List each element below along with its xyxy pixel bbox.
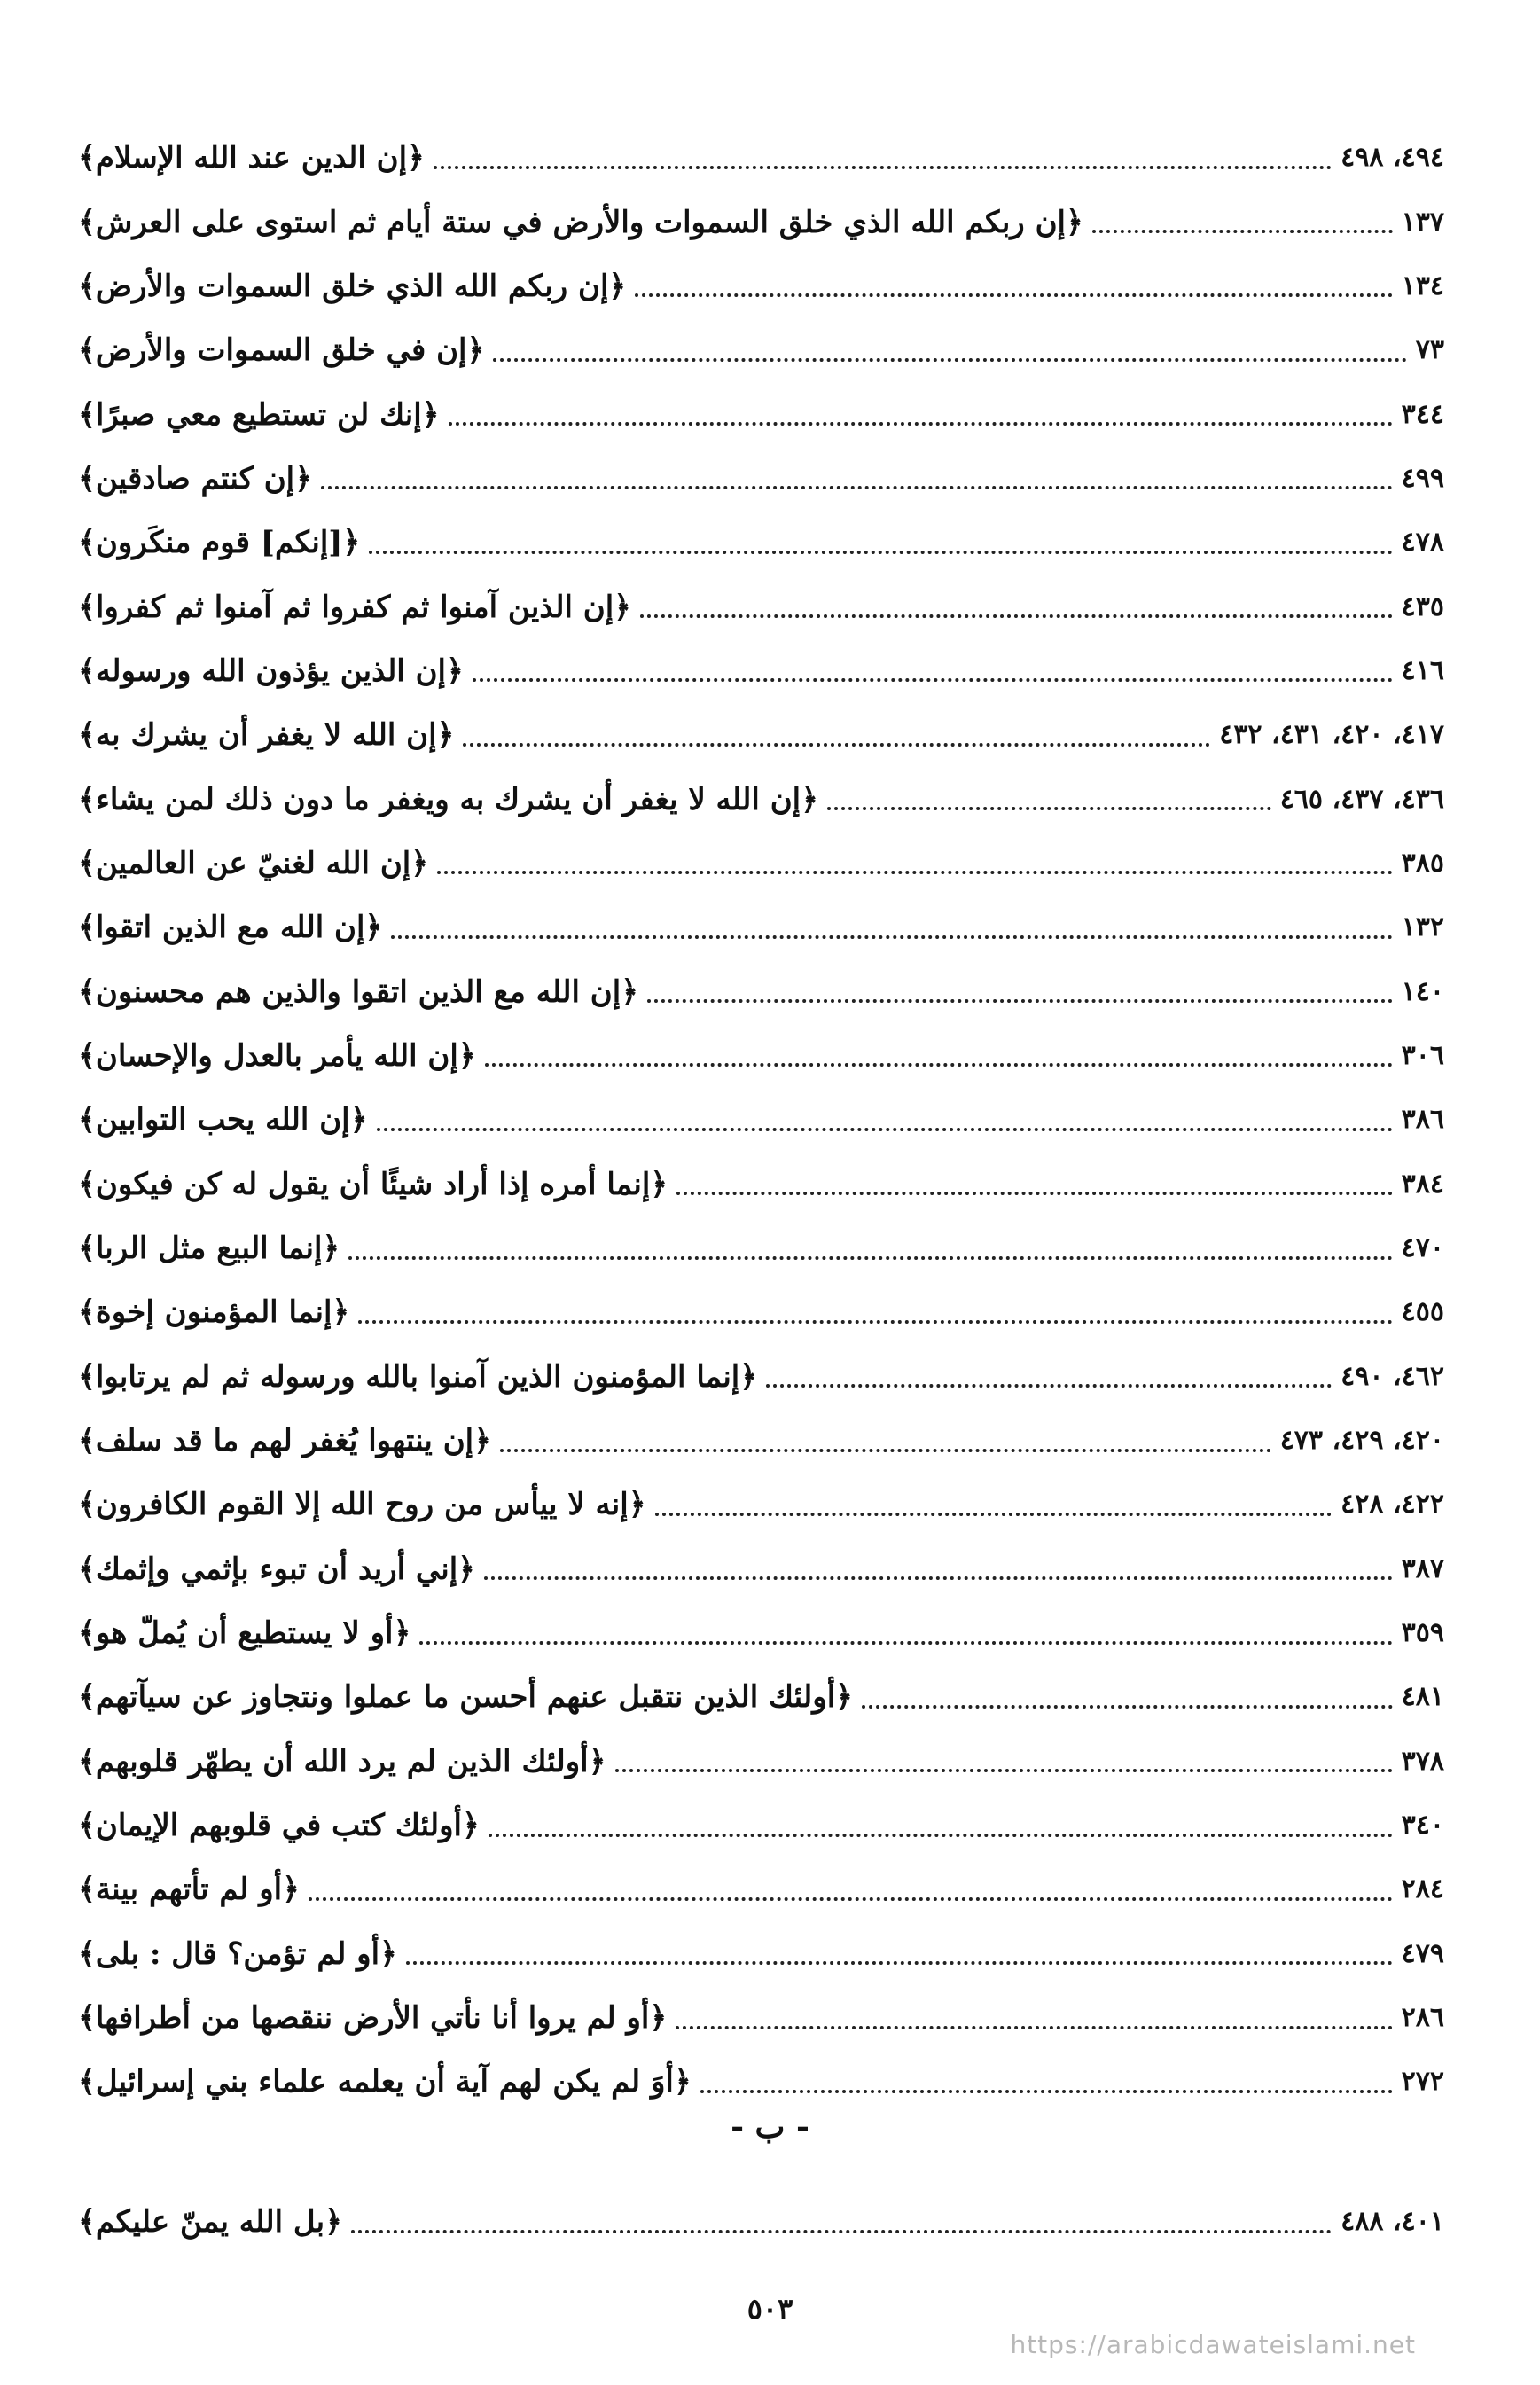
dot-leader xyxy=(419,1638,1392,1645)
page-references: ١٣٢ xyxy=(1401,911,1444,943)
verse-text: ﴿إن الله لغنيّ عن العالمين﴾ xyxy=(78,845,429,881)
page-references: ٤٧٨ xyxy=(1401,527,1444,559)
dot-leader xyxy=(489,1831,1393,1837)
dot-leader xyxy=(676,1189,1392,1195)
dot-leader xyxy=(391,933,1392,939)
verse-text: ﴿إن ربكم الله الذي خلق السموات والأرض﴾ xyxy=(78,268,627,304)
index-entry xyxy=(78,1857,1444,1921)
index-entry xyxy=(78,1794,1444,1857)
verse-text: ﴿إن الله مع الذين اتقوا والذين هم محسنون﴾ xyxy=(78,974,639,1010)
index-entry xyxy=(78,1922,1444,1986)
verse-text: ﴿أولئك الذين لم يرد الله أن يطهّر قلوبهم﴾ xyxy=(78,1743,606,1779)
dot-leader xyxy=(493,356,1406,362)
verse-text: ﴿إنما المؤمنون إخوة﴾ xyxy=(78,1294,350,1331)
page-references: ٣٨٧ xyxy=(1401,1552,1444,1584)
index-entry xyxy=(78,832,1444,895)
verse-text: ﴿إن الله لا يغفر أن يشرك به ويغفر ما دون ذلك لمن يشاء﴾ xyxy=(78,781,819,817)
verse-text: ﴿إن الله يأمر بالعدل والإحسان﴾ xyxy=(78,1037,476,1074)
index-entry xyxy=(78,1730,1444,1794)
index-list-alif xyxy=(78,126,1444,2115)
index-entry xyxy=(78,1537,1444,1601)
dot-leader xyxy=(463,740,1210,747)
page-references: ١٣٧ xyxy=(1401,206,1444,238)
page-references: ٢٨٤ xyxy=(1401,1873,1444,1905)
dot-leader xyxy=(309,1895,1393,1901)
page-references: ٤٥٥ xyxy=(1401,1296,1444,1328)
verse-text: ﴿إني أريد أن تبوء بإثمي وإثمك﴾ xyxy=(78,1551,476,1587)
page-number: ٥٠٣ xyxy=(747,2292,793,2326)
page-references: ٤٩٩ xyxy=(1401,462,1444,494)
index-entry xyxy=(78,1345,1444,1409)
index-entry xyxy=(78,447,1444,511)
verse-text: ﴿إنما أمره إذا أراد شيئًا أن يقول له كن فيكون﴾ xyxy=(78,1166,668,1202)
index-entry xyxy=(78,575,1444,638)
page-references: ٣٨٥ xyxy=(1401,847,1444,879)
dot-leader xyxy=(862,1702,1393,1709)
page-references: ٣٧٨ xyxy=(1401,1745,1444,1777)
dot-leader xyxy=(449,419,1393,426)
index-entry xyxy=(78,254,1444,318)
index-entry xyxy=(78,1665,1444,1729)
dot-leader xyxy=(358,1318,1392,1324)
dot-leader xyxy=(766,1381,1332,1388)
page-references: ٣٨٤ xyxy=(1401,1168,1444,1200)
verse-text: ﴿إن الذين يؤذون الله ورسوله﴾ xyxy=(78,653,464,689)
verse-text: ﴿أو لم تأتهم بينة﴾ xyxy=(78,1872,301,1908)
verse-text: ﴿أو لم تؤمن؟ قال : بلى﴾ xyxy=(78,1935,397,1972)
index-entry xyxy=(78,1153,1444,1216)
verse-text: ﴿إن الدين عند الله الإسلام﴾ xyxy=(78,140,425,176)
dot-leader xyxy=(615,1766,1393,1772)
verse-text: ﴿إنه لا ييأس من روح الله إلا القوم الكافرون﴾ xyxy=(78,1487,646,1523)
verse-text: ﴿إنما المؤمنون الذين آمنوا بالله ورسوله ثم لم يرتابوا﴾ xyxy=(78,1358,758,1395)
dot-leader xyxy=(434,163,1332,169)
dot-leader xyxy=(484,1574,1393,1580)
dot-leader xyxy=(655,1510,1333,1516)
verse-text: ﴿أو لم يروا أنا نأتي الأرض ننقصها من أطرافها﴾ xyxy=(78,2000,668,2037)
index-entry xyxy=(78,1216,1444,1280)
index-entry xyxy=(78,703,1444,767)
index-entry xyxy=(78,895,1444,959)
index-entry xyxy=(78,2190,1444,2254)
verse-text: ﴿أولئك كتب في قلوبهم الإيمان﴾ xyxy=(78,1808,480,1844)
index-entry xyxy=(78,1280,1444,1344)
page-references: ٣٠٦ xyxy=(1401,1039,1444,1071)
page-references: ٣٤٠ xyxy=(1401,1810,1444,1842)
page-references: ٤١٧، ٤٢٠، ٤٣١، ٤٣٢ xyxy=(1219,719,1444,751)
page-references: ٤٣٦، ٤٣٧، ٤٦٥ xyxy=(1279,783,1444,815)
page-references: ٣٥٩ xyxy=(1401,1617,1444,1649)
index-entry xyxy=(78,1473,1444,1537)
dot-leader xyxy=(437,868,1393,874)
index-list-ba xyxy=(78,2190,1444,2254)
page-references: ٤٣٥ xyxy=(1401,590,1444,622)
verse-text: ﴿أوَ لم يكن لهم آية أن يعلمه علماء بني إسرائيل﴾ xyxy=(78,2064,692,2100)
dot-leader xyxy=(369,548,1392,554)
dot-leader xyxy=(473,676,1393,682)
dot-leader xyxy=(1092,227,1393,233)
page-references: ٤٨١ xyxy=(1401,1681,1444,1713)
verse-text: ﴿إنما البيع مثل الربا﴾ xyxy=(78,1231,340,1267)
dot-leader xyxy=(647,997,1393,1003)
dot-leader xyxy=(377,1125,1393,1131)
page-references: ٤٦٢، ٤٩٠ xyxy=(1341,1360,1444,1392)
dot-leader xyxy=(635,291,1392,297)
dot-leader xyxy=(640,612,1393,618)
page-references: ٢٨٦ xyxy=(1401,2002,1444,2034)
dot-leader xyxy=(348,1254,1392,1260)
dot-leader xyxy=(351,2227,1332,2233)
dot-leader xyxy=(676,2023,1392,2029)
page-references: ١٣٤ xyxy=(1401,270,1444,301)
verse-text: ﴿إن الذين آمنوا ثم كفروا ثم آمنوا ثم كفروا﴾ xyxy=(78,589,632,625)
index-entry xyxy=(78,639,1444,703)
verse-text: ﴿[إنكم] قوم منكَرون﴾ xyxy=(78,525,361,561)
dot-leader xyxy=(485,1060,1393,1067)
page-references: ٤٧٠ xyxy=(1401,1232,1444,1264)
section-heading-ba: - ب - xyxy=(731,2108,809,2146)
index-entry xyxy=(78,1409,1444,1473)
page-references: ٤٧٩ xyxy=(1401,1937,1444,1969)
verse-text: ﴿إن ينتهوا يُغفر لهم ما قد سلف﴾ xyxy=(78,1423,492,1459)
verse-text: ﴿إن الله مع الذين اتقوا﴾ xyxy=(78,910,383,946)
watermark-url: https://arabicdawateislami.net xyxy=(1010,2330,1416,2359)
verse-text: ﴿بل الله يمنّ عليكم﴾ xyxy=(78,2204,343,2240)
index-entry xyxy=(78,1601,1444,1665)
verse-text: ﴿أو لا يستطيع أن يُملّ هو﴾ xyxy=(78,1615,411,1652)
index-entry xyxy=(78,767,1444,831)
index-entry xyxy=(78,318,1444,382)
index-entry xyxy=(78,382,1444,446)
verse-text: ﴿إن الله يحب التوابين﴾ xyxy=(78,1102,368,1138)
page-references: ٤٠١، ٤٨٨ xyxy=(1341,2206,1444,2238)
verse-text: ﴿إن كنتم صادقين﴾ xyxy=(78,460,313,497)
index-entry xyxy=(78,2050,1444,2114)
verse-text: ﴿إن في خلق السموات والأرض﴾ xyxy=(78,332,485,369)
verse-text: ﴿إن ربكم الله الذي خلق السموات والأرض في ستة أيام ثم استوى على العرش﴾ xyxy=(78,204,1083,240)
page-references: ٤٢٠، ٤٢٩، ٤٧٣ xyxy=(1279,1425,1444,1457)
index-entry xyxy=(78,190,1444,254)
page-references: ٢٧٢ xyxy=(1401,2066,1444,2098)
page-references: ٧٣ xyxy=(1415,334,1444,366)
index-entry xyxy=(78,1088,1444,1152)
verse-text: ﴿أولئك الذين نتقبل عنهم أحسن ما عملوا ونتجاوز عن سيآتهم﴾ xyxy=(78,1679,854,1716)
index-entry xyxy=(78,126,1444,190)
dot-leader xyxy=(406,1959,1393,1965)
page-references: ١٤٠ xyxy=(1401,975,1444,1007)
page-references: ٤٢٢، ٤٢٨ xyxy=(1341,1489,1444,1521)
page-references: ٣٨٦ xyxy=(1401,1104,1444,1136)
dot-leader xyxy=(827,804,1271,810)
verse-text: ﴿إن الله لا يغفر أن يشرك به﴾ xyxy=(78,717,455,754)
page-references: ٤١٦ xyxy=(1401,654,1444,686)
verse-text: ﴿إنك لن تستطيع معي صبرًا﴾ xyxy=(78,396,440,433)
page-references: ٤٩٤، ٤٩٨ xyxy=(1341,142,1444,174)
index-entry xyxy=(78,959,1444,1023)
dot-leader xyxy=(500,1446,1271,1452)
page-references: ٣٤٤ xyxy=(1401,398,1444,430)
index-entry xyxy=(78,1024,1444,1088)
dot-leader xyxy=(700,2087,1393,2093)
index-entry xyxy=(78,1986,1444,2050)
index-entry xyxy=(78,511,1444,575)
dot-leader xyxy=(321,483,1393,489)
